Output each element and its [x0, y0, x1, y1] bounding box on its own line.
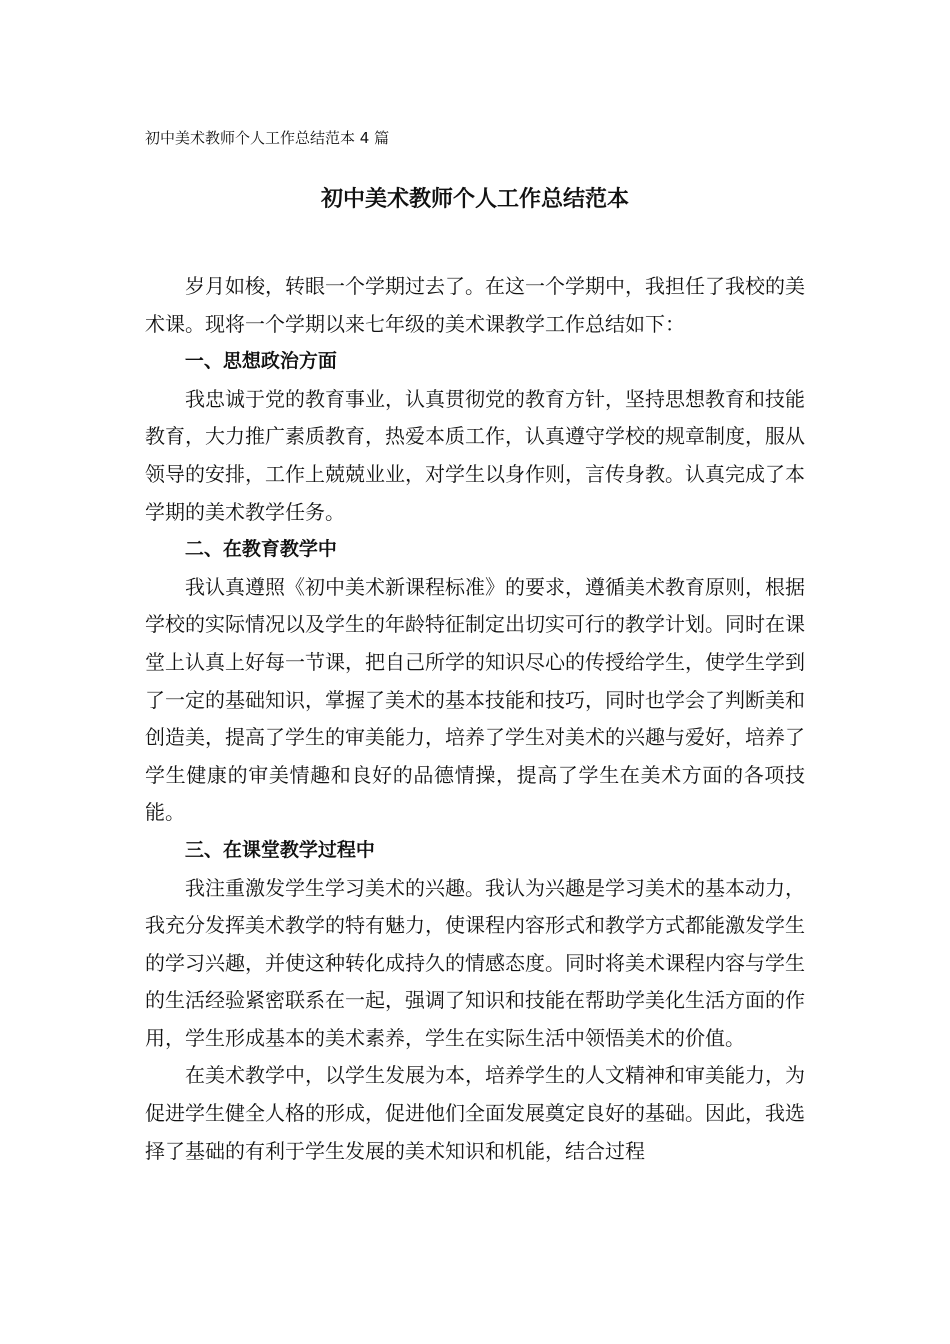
- document-title: 初中美术教师个人工作总结范本: [320, 187, 629, 212]
- document-header-line: 初中美术教师个人工作总结范本 4 篇: [145, 129, 390, 147]
- section-heading-classroom: 三、在课堂教学过程中: [184, 838, 375, 861]
- section-paragraph-teaching: 我认真遵照《初中美术新课程标准》的要求，遵循美术教育原则，根据学校的实际情况以及学生的年龄特征制定出切实可行的教学计划。同时在课堂上认真上好每一节课，把自己所学的知识尽心的传授给学生，使学生学到了一定的基础知识，掌握了美术的基本技能和技巧，同时也学会了判断美和创造美，提高了学生的审美能力，培养了学生对美术的兴趣与爱好，培养了学生健康的审美情趣和良好的品德情操，提高了学生在美术方面的各项技能。: [145, 574, 805, 825]
- section-paragraph-classroom: 我注重激发学生学习美术的兴趣。我认为兴趣是学习美术的基本动力，我充分发挥美术教学的特有魅力，使课程内容形式和教学方式都能激发学生的学习兴趣，并使这种转化成持久的情感态度。同时将美术课程内容与学生的生活经验紧密联系在一起，强调了知识和技能在帮助学美化生活方面的作用，学生形成基本的美术素养，学生在实际生活中领悟美术的价值。: [145, 875, 805, 1050]
- section-paragraph-ideology: 我忠诚于党的教育事业，认真贯彻党的教育方针，坚持思想教育和技能教育，大力推广素质教育，热爱本质工作，认真遵守学校的规章制度，服从领导的安排，工作上兢兢业业，对学生以身作则，言传身教。认真完成了本学期的美术教学任务。: [145, 386, 805, 524]
- intro-paragraph: 岁月如梭，转眼一个学期过去了。在这一个学期中，我担任了我校的美术课。现将一个学期以来七年级的美术课教学工作总结如下：: [145, 274, 805, 336]
- section-paragraph-classroom-continued: 在美术教学中，以学生发展为本，培养学生的人文精神和审美能力，为促进学生健全人格的形成，促进他们全面发展奠定良好的基础。因此，我选择了基础的有利于学生发展的美术知识和机能，结合过程: [145, 1063, 805, 1163]
- section-heading-teaching: 二、在教育教学中: [184, 538, 337, 561]
- document-body: [145, 268, 805, 1170]
- section-heading-ideology: 一、思想政治方面: [184, 350, 337, 373]
